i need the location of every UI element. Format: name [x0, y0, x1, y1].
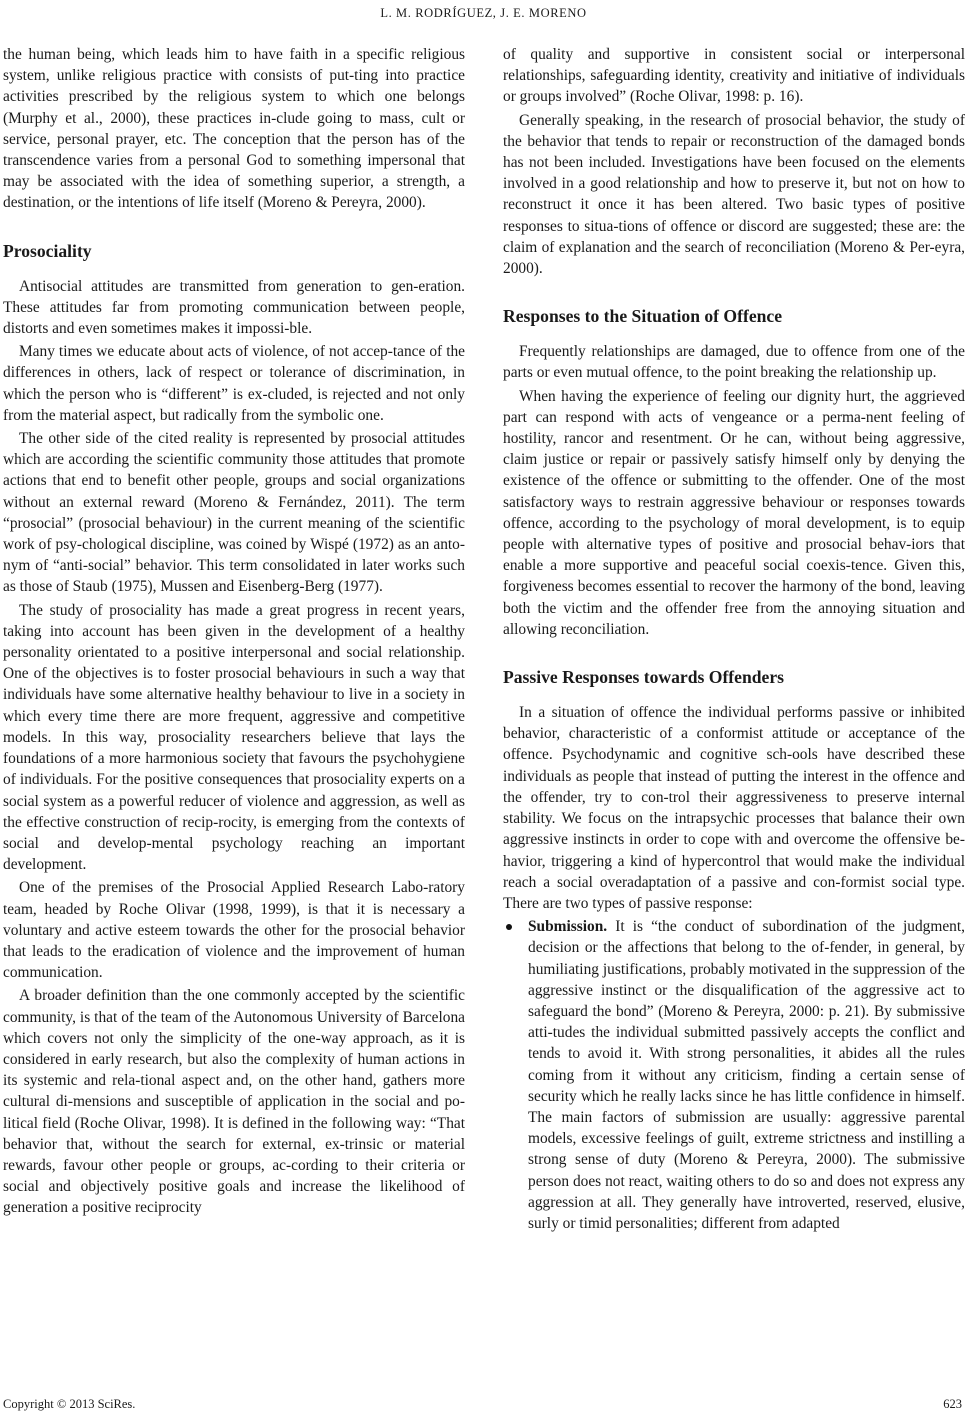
paragraph: The other side of the cited reality is represented by prosocial attitudes which are according the scientific community those attitudes that promote actions that end to benefit other people, groups and social organizations without an external reward (Moreno & Fernández, 2011). The term “prosocial” (prosocial behaviour) in the current meaning of the scientific work of psy-chological discipline, was coined by Wispé (1972) as an anto-nym of “anti-social” behavior. This term consolidated in later works such as those of Staub (1975), Mussen and Eisenberg-Berg (1977). — [3, 430, 465, 596]
page-number: 623 — [943, 1397, 962, 1411]
bullet-term: Submission. — [528, 918, 608, 936]
left-column — [3, 44, 465, 1219]
list-item — [503, 916, 965, 1234]
bullet-list — [503, 916, 965, 1234]
paragraph: One of the premises of the Prosocial Applied Research Labo-ratory team, headed by Roche Olivar (1998, 1999), is that it is necessary a voluntary and active esteem towards the other for the prosocial behavior that leads to the eradication of violence and the improvement of human communication. — [3, 879, 465, 982]
paragraph: of quality and supportive in consistent social or interpersonal relationships, safeguarding identity, creativity and initiative of individuals or groups involved” (Roche Olivar, 1998: p. 16). — [503, 46, 965, 106]
right-column — [503, 44, 965, 1234]
section-heading-responses: Responses to the Situation of Offence — [503, 306, 783, 327]
paragraph: The study of prosociality has made a great progress in recent years, taking into account has been given in the development of a healthy personality orientated to a positive interpersonal and social relationship. One of the objectives is to foster prosocial behaviours in such a way that individuals have some alternative healthy behaviour to live in a society in which every time there are more frequent, aggressive and competitive models. In this way, prosociality researchers believe that lays the foundations of a more harmonious society that favours the psychohygiene of individuals. For the positive consequences that prosociality experts on a social system as a powerful reducer of violence and aggression, as well as the effective construction of recip-rocity, is emerging from the contexts of social and develop-mental psychology reaching an important development. — [3, 601, 465, 874]
page-footer — [3, 1397, 962, 1412]
paragraph: Antisocial attitudes are transmitted from generation to gen-eration. These attitudes far from promoting communication between people, distorts and even sometimes makes it impossi-ble. — [3, 277, 465, 338]
paragraph: A broader definition than the one commonly accepted by the scientific community, is that of the team of the Autonomous University of Barcelona which covers not only the simplicity of the one-way approach, as it is considered in early research, but also the complexity of human actions in its systemic and rela-tional aspect and, on the other hand, gathers more cultural di-mensions and susceptible of application in the social and po-litical field (Roche Olivar, 1998). It is defined in the following way: “That behavior that, without the search for external, ex-trinsic or material rewards, favour other people or groups, ac-cording to their criteria or social and objectively positive goals and increase the likelihood of generation a positive reciprocity — [3, 987, 465, 1217]
paragraph: When having the experience of feeling our dignity hurt, the aggrieved part can respond with acts of vengeance or a perma-nent feeling of hostility, rancor and resentment. Or he can, without being aggressive, claim justice or repair or passively satisfy himself only by denying the existence of the offence or submitting to the offender. One of the most satisfactory ways to restrain aggressive behaviour or responses towards offence, according to the psychology of moral development, is to equip people with alternative types of positive and prosocial behav-iors that enable a more supportive and peaceful social coexis-tence. Given this, forgiveness becomes essential to recover the harmony of the bond, leaving both the victim and the offender free from the annoying situation and allowing reconciliation. — [503, 387, 965, 638]
running-head: L. M. RODRÍGUEZ, J. E. MORENO — [380, 6, 587, 20]
paragraph: the human being, which leads him to have faith in a specific religious system, unlike religious practice with consists of put-ting into practice activities prescribed by the religious system to which one belongs (Murphy et al., 2000), these practices in-clude going to mass, cult or service, personal prayer, etc. The conception that the person has of the transcendence varies from a personal God to something impersonal that may be associated with the idea of something superior, a strength, a destination, or the intentions of life itself (Moreno & Pereyra, 2000). — [3, 46, 465, 212]
paragraph: Many times we educate about acts of violence, of not accep-tance of the differences in others, lack of respect or tolerance of discrimination, in which the person who is “different” is ex-cluded, is rejected and not only from the material aspect, but radically from the symbolic one. — [3, 343, 465, 424]
copyright: Copyright © 2013 SciRes. — [3, 1397, 136, 1411]
section-heading-prosociality: Prosociality — [3, 240, 92, 261]
paragraph: Generally speaking, in the research of prosocial behavior, the study of the behavior that tends to repair or reconstruction of the damaged bonds has not been included. Investigations have been focused on the elements involved in a good relationship and how to preserve it, but not on how to reconstruct it once it has been altered. Two basic types of positive responses to situa-tions of offence or discord are suggested; these are: the claim of explanation and the search of reconciliation (Moreno & Per-eyra, 2000). — [503, 111, 965, 278]
bullet-icon — [506, 924, 512, 930]
section-heading-passive: Passive Responses towards Offenders — [503, 667, 785, 688]
paragraph: Frequently relationships are damaged, due to offence from one of the parts or even mutual offence, to the point breaking the relationship up. — [503, 343, 965, 382]
paragraph: In a situation of offence the individual performs passive or inhibited behavior, characteristic of a conformist attitude or acceptance of the offence. Psychodynamic and cognitive sch-ools have described these individuals as people that instead of putting the interest in the offence and the offender, try to con-trol their aggressiveness to preserve internal stability. We focus on the intrapsychic processes that balance their own aggressive instincts in order to cope with and overcome the offensive be-havior, triggering a kind of hypercontrol that would make the individual reach a social overadaptation of a passive and con-formist social type. There are two types of passive response: — [503, 704, 965, 912]
bullet-text: It is “the conduct of subordination of the judgment, decision or the affections that belong to the of-fender, in general, by humiliating justifications, probably motivated in the suppression of the aggressive instinct or the disqualification of the aggressive act to safeguard the bond” (Moreno & Pereyra, 2000: p. 21). By submissive atti-tudes the individual submitted passively accepts the conflict and tends to avoid it. With strong personalities, it abides all the rules coming from it without any criticism, finding a certain sense of security which he really lacks since he has little confidence in himself. The main factors of submission are usually: aggressive parental models, excessive feelings of guilt, extreme strictness and instilling a strong sense of duty (Moreno & Pereyra, 2000). The submissive person does not react, waiting others to do so and does not express any aggression at all. They generally have introverted, reserved, elusive, surly or timid personalities; different from adapted — [528, 918, 965, 1232]
